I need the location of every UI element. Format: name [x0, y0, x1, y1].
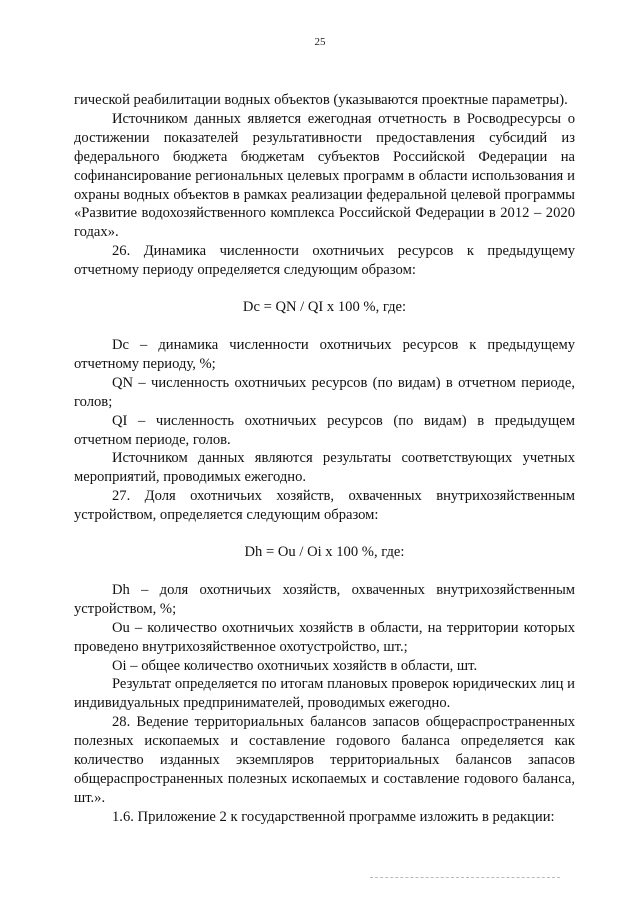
- paragraph-item-1-6: 1.6. Приложение 2 к государственной программе изложить в редакции:: [112, 808, 555, 825]
- paragraph-data-source-rosvodresursy: Источником данных является ежегодная отчетность в Росводресурсы о достижении показателей результативности предоставления субсидий из федерального бюджета бюджетам субъектов Российской Федерации на софинансирование региональных целевых программ в области использования и охраны водных объектов в рамках реализации федеральной целевой программы «Развитие водохозяйственного комплекса Российской Федерации в 2012 – 2020 годах».: [74, 110, 575, 241]
- body-text: [74, 91, 575, 827]
- definition-qn: QN – численность охотничьих ресурсов (по видам) в отчетном периоде, голов;: [74, 374, 575, 410]
- footer-divider: [370, 877, 560, 878]
- paragraph-data-source-surveys: Источником данных являются результаты соответствующих учетных мероприятий, проводимых ежегодно.: [74, 450, 575, 486]
- definition-dc: Dc – динамика численности охотничьих ресурсов к предыдущему отчетному периоду, %;: [74, 336, 575, 372]
- paragraph-result-inspections: Результат определяется по итогам плановых проверок юридических лиц и индивидуальных предпринимателей, проводимых ежегодно.: [74, 676, 575, 712]
- formula-dh: Dh = Ou / Oi x 100 %, где:: [244, 544, 405, 561]
- definition-ou: Ou – количество охотничьих хозяйств в области, на территории которых проведено внутрихозяйственное охотустройство, шт.;: [74, 619, 575, 655]
- paragraph-continuation: гической реабилитации водных объектов (указываются проектные параметры).: [74, 92, 568, 108]
- paragraph-item-27: 27. Доля охотничьих хозяйств, охваченных внутрихозяйственным устройством, определяется следующим образом:: [74, 488, 575, 524]
- page-number: 25: [314, 36, 326, 48]
- definition-oi: Oi – общее количество охотничьих хозяйств в области, шт.: [112, 657, 478, 674]
- definition-dh: Dh – доля охотничьих хозяйств, охваченных внутрихозяйственным устройством, %;: [74, 581, 575, 617]
- definition-qi: QI – численность охотничьих ресурсов (по видам) в предыдущем отчетном периоде, голов.: [74, 412, 575, 448]
- paragraph-item-28: 28. Ведение территориальных балансов запасов общераспространенных полезных ископаемых и составление годового баланса определяется как количество изданных экземпляров территориальных балансов запасов общераспространенных полезных ископаемых и составление годового баланса, шт.».: [74, 714, 575, 806]
- formula-dc: Dc = QN / QI x 100 %, где:: [242, 299, 407, 316]
- paragraph-item-26: 26. Динамика численности охотничьих ресурсов к предыдущему отчетному периоду определяется следующим образом:: [74, 243, 575, 279]
